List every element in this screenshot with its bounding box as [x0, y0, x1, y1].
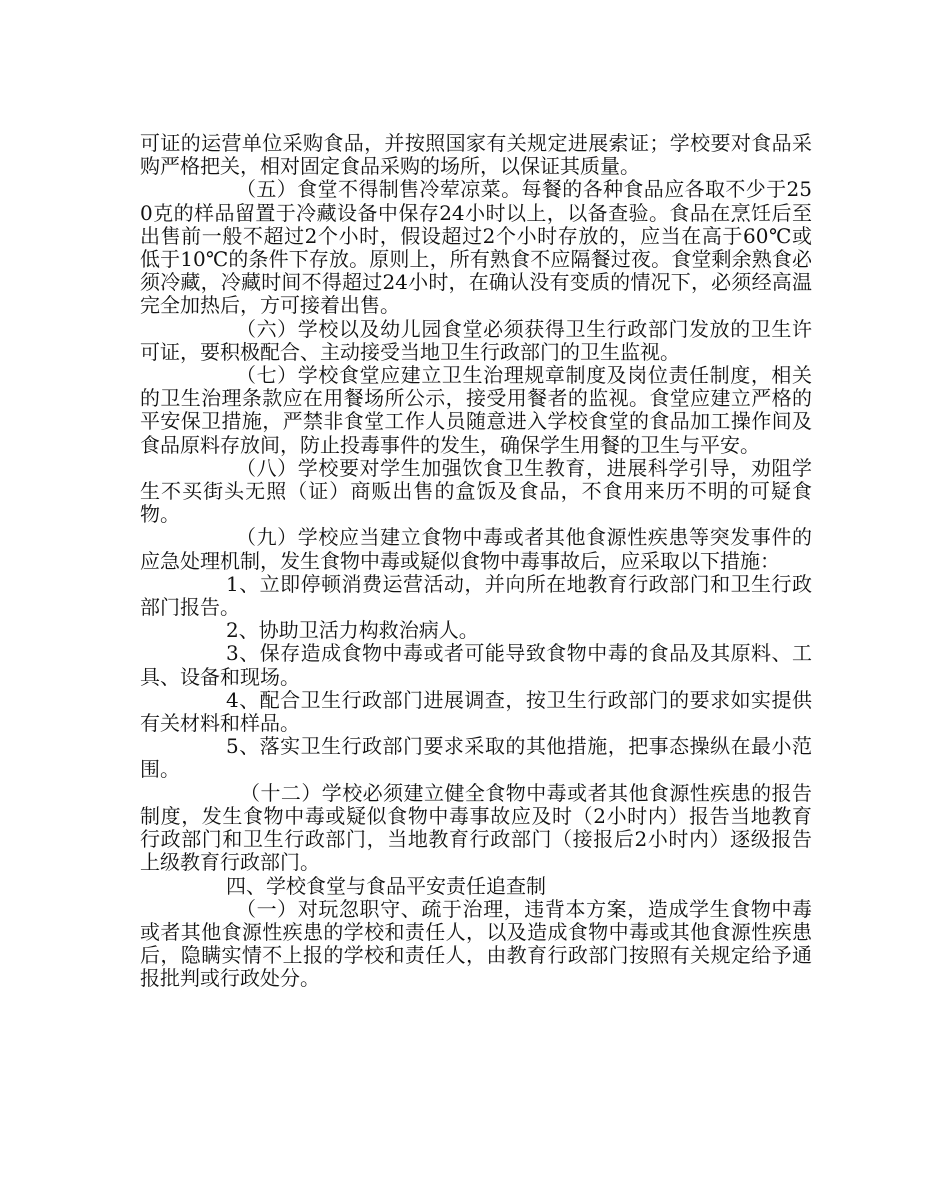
paragraph-measure-1: 1、立即停顿消费运营活动，并向所在地教育行政部门和卫生行政部门报告。: [140, 571, 812, 620]
paragraph-accountability-item-1: （一）对玩忽职守、疏于治理，违背本方案，造成学生食物中毒或者其他食源性疾患的学校和责任人，以及造成食物中毒或其他食源性疾患后，隐瞒实情不上报的学校和责任人，由教育行政部门按照有关规定给予通报批判或行政处分。: [140, 896, 812, 991]
paragraph-procurement-continued: 可证的运营单位采购食品，并按照国家有关规定进展索证；学校要对食品采购严格把关，相对固定食品采购的场所，以保证其质量。: [140, 131, 812, 179]
paragraph-measure-5: 5、落实卫生行政部门要求采取的其他措施，把事态操纵在最小范围。: [140, 734, 812, 782]
paragraph-item-9-emergency-mechanism: （九）学校应当建立食物中毒或者其他食源性疾患等突发事件的应急处理机制，发生食物中毒或疑似食物中毒事故后，应采取以下措施：: [140, 525, 812, 573]
paragraph-item-6-health-permit: （六）学校以及幼儿园食堂必须获得卫生行政部门发放的卫生许可证，要积极配合、主动接受当地卫生行政部门的卫生监视。: [140, 316, 812, 364]
paragraph-item-12-reporting: （十二）学校必须建立健全食物中毒或者其他食源性疾患的报告制度，发生食物中毒或疑似食物中毒事故应及时（2小时内）报告当地教育行政部门和卫生行政部门，当地教育行政部门（接报后2小时内）逐级报告上级教育行政部门。: [140, 780, 812, 875]
paragraph-measure-4: 4、配合卫生行政部门进展调查，按卫生行政部门的要求如实提供有关材料和样品。: [140, 687, 812, 736]
paragraph-measure-2: 2、协助卫活力构救治病人。: [226, 618, 479, 643]
paragraph-item-8-hygiene-education: （八）学校要对学生加强饮食卫生教育，进展科学引导，劝阻学生不买街头无照（证）商贩出售的盒饭及食品，不食用来历不明的可疑食物。: [140, 455, 812, 527]
paragraph-item-7-management-rules: （七）学校食堂应建立卫生治理规章制度及岗位责任制度，相关的卫生治理条款应在用餐场所公示，接受用餐者的监视。食堂应建立严格的平安保卫措施，严禁非食堂工作人员随意进入学校食堂的食品加工操作间及食品原料存放间，防止投毒事件的发生，确保学生用餐的卫生与平安。: [140, 363, 812, 457]
paragraph-item-5-cold-dishes: （五）食堂不得制售冷荤凉菜。每餐的各种食品应各取不少于250克的样品留置于冷藏设备中保存24小时以上，以备查验。食品在烹饪后至出售前一般不超过2个小时，假设超过2个小时存放的，应当在高于60℃或低于10℃的条件下存放。原则上，所有熟食不应隔餐过夜。食堂剩余熟食必须冷藏，冷藏时间不得超过24小时，在确认没有变质的情况下，必须经高温完全加热后，方可接着出售。: [140, 177, 812, 318]
document-page: [140, 132, 812, 991]
paragraph-measure-3: 3、保存造成食物中毒或者可能导致食物中毒的食品及其原料、工具、设备和现场。: [140, 641, 812, 689]
section-heading-accountability: 四、学校食堂与食品平安责任追查制: [226, 873, 546, 898]
